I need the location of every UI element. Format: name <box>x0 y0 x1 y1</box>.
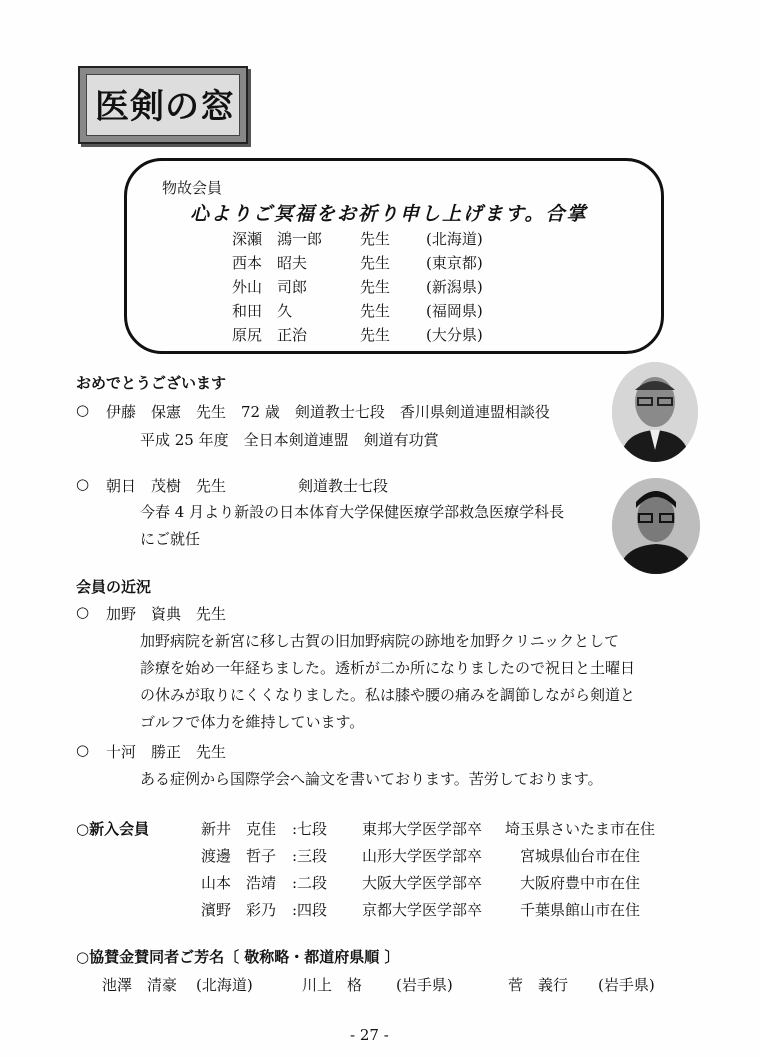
sponsor-name: 川上 格 <box>302 976 363 994</box>
member-name: 渡邊 哲子 <box>201 847 277 865</box>
member-residence: 大阪府豊中市在住 <box>520 874 641 892</box>
member-residence: 千葉県館山市在住 <box>520 901 641 919</box>
obit-name: 外山 司郎 <box>232 278 308 296</box>
condolence-text: 心よりご冥福をお祈り申し上げます。合掌 <box>190 203 588 225</box>
obit-honorific: 先生 <box>360 230 391 248</box>
member-name: 濱野 彩乃 <box>201 901 277 919</box>
obit-honorific: 先生 <box>360 278 391 296</box>
obit-name: 原尻 正治 <box>232 326 308 344</box>
portrait-ito-icon <box>612 362 698 462</box>
obit-name: 西本 昭夫 <box>232 254 308 272</box>
list-marker: ○ <box>76 401 90 419</box>
obit-pref: (大分県) <box>426 326 483 344</box>
list-marker: ○ <box>76 741 90 759</box>
member-school: 山形大学医学部卒 <box>362 847 483 865</box>
news-line: 加野病院を新宮に移し古賀の旧加野病院の跡地を加野クリニックとして <box>140 632 620 650</box>
member-name: 山本 浩靖 <box>201 874 277 892</box>
obit-pref: (新潟県) <box>426 278 483 296</box>
member-rank: :七段 <box>292 820 328 838</box>
news-line: の休みが取りにくくなりました。私は膝や腰の痛みを調節しながら剣道と <box>140 686 636 704</box>
congrats-line: にご就任 <box>140 530 201 548</box>
sponsor-pref: (北海道) <box>196 976 253 994</box>
member-residence: 埼玉県さいたま市在住 <box>505 820 656 838</box>
news-line: ある症例から国際学会へ論文を書いております。苦労しております。 <box>140 770 603 788</box>
member-residence: 宮城県仙台市在住 <box>520 847 641 865</box>
obituary-heading: 物故会員 <box>162 179 223 197</box>
obit-pref: (北海道) <box>426 230 483 248</box>
congrats-rank: 剣道教士七段 <box>298 477 389 495</box>
list-marker: ○ <box>76 603 90 621</box>
title-box <box>78 66 248 144</box>
obit-honorific: 先生 <box>360 254 391 272</box>
sponsor-name: 池澤 清豪 <box>102 976 178 994</box>
congrats-line: 伊藤 保憲 先生 72 歳 剣道教士七段 香川県剣道連盟相談役 <box>106 403 550 421</box>
sponsor-pref: (岩手県) <box>598 976 655 994</box>
obit-pref: (東京都) <box>426 254 483 272</box>
new-members-heading: ○新入会員 <box>76 820 150 838</box>
sponsors-heading: ○協賛金賛同者ご芳名〔 敬称略・都道府県順 〕 <box>76 948 400 966</box>
member-rank: :三段 <box>292 847 328 865</box>
member-rank: :四段 <box>292 901 328 919</box>
obit-honorific: 先生 <box>360 302 391 320</box>
congrats-name: 朝日 茂樹 先生 <box>106 477 227 495</box>
congrats-line: 平成 25 年度 全日本剣道連盟 剣道有功賞 <box>140 431 439 449</box>
news-heading: 会員の近況 <box>76 578 152 596</box>
news-name: 十河 勝正 先生 <box>106 743 227 761</box>
news-name: 加野 資典 先生 <box>106 605 227 623</box>
member-name: 新井 克佳 <box>201 820 277 838</box>
portrait-asahi-icon <box>612 478 700 574</box>
congrats-heading: おめでとうございます <box>76 374 227 392</box>
news-line: ゴルフで体力を維持しています。 <box>140 713 365 731</box>
member-school: 東邦大学医学部卒 <box>362 820 483 838</box>
sponsor-pref: (岩手県) <box>396 976 453 994</box>
obit-honorific: 先生 <box>360 326 391 344</box>
congrats-line: 今春 4 月より新設の日本体育大学保健医療学部救急医療学科長 <box>140 503 565 521</box>
member-school: 京都大学医学部卒 <box>362 901 483 919</box>
obit-name: 深瀬 鴻一郎 <box>232 230 323 248</box>
list-marker: ○ <box>76 475 90 493</box>
member-school: 大阪大学医学部卒 <box>362 874 483 892</box>
page-title: 医剣の窓 <box>86 74 240 136</box>
news-line: 診療を始め一年経ちました。透析が二か所になりましたので祝日と土曜日 <box>140 659 636 677</box>
member-rank: :二段 <box>292 874 328 892</box>
obit-name: 和田 久 <box>232 302 293 320</box>
sponsor-name: 菅 義行 <box>508 976 569 994</box>
page-number: - 27 - <box>350 1026 389 1044</box>
obit-pref: (福岡県) <box>426 302 483 320</box>
